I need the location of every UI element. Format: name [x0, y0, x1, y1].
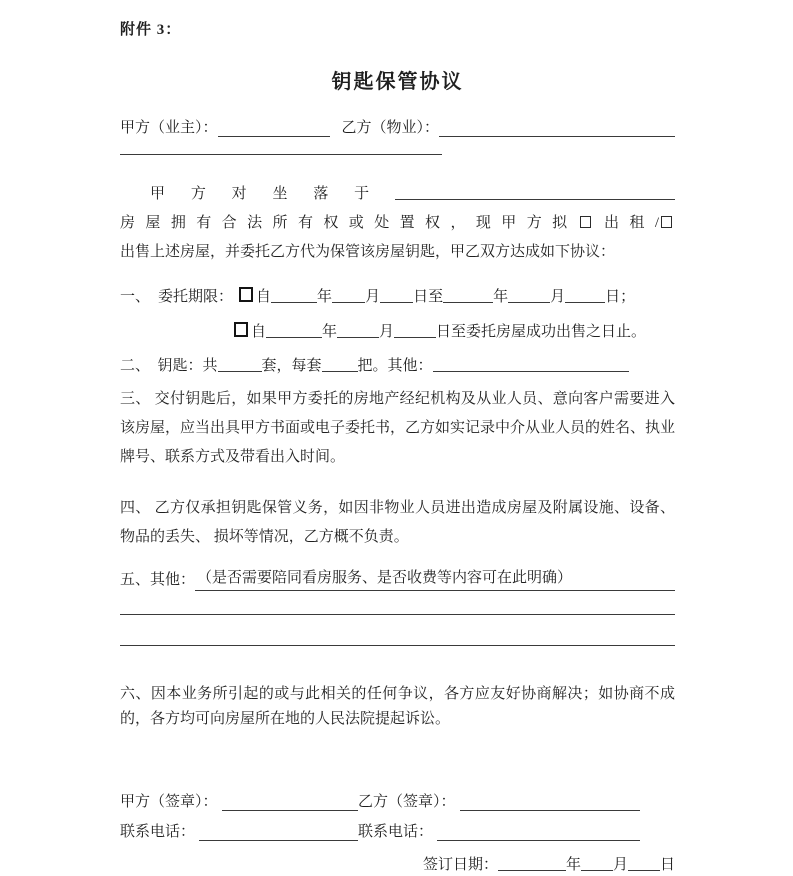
parties-line	[120, 116, 675, 137]
text-segment: 月	[365, 289, 381, 305]
phone-row	[120, 820, 675, 841]
clause-1-option-1	[237, 289, 635, 305]
checkbox-icon[interactable]	[580, 216, 591, 228]
party-b-phone-blank[interactable]	[437, 825, 640, 841]
fill-in-blank[interactable]	[218, 356, 262, 372]
party-a-label: 甲方（业主）：	[120, 120, 218, 136]
checkbox-icon[interactable]	[234, 322, 248, 337]
clause-3-paragraph: 三、 交付钥匙后，如果甲方委托的房地产经纪机构及从业人员、意向客户需要进入该房屋，应当出具甲方书面或电子委托书，乙方如实记录中介从业人员的姓名、执业牌号、联系方式及带看出入时间。	[120, 391, 676, 465]
checkbox-icon[interactable]	[239, 287, 253, 302]
clause-4-paragraph: 四、 乙方仅承担钥匙保管义务，如因非物业人员进出造成房屋及附属设施、设备、物品的丢失、 损坏等情况，乙方概不负责。	[120, 500, 675, 545]
fill-in-blank[interactable]	[498, 855, 566, 871]
clause-5-line	[120, 567, 675, 591]
party-a-phone-label: 联系电话：	[120, 824, 196, 840]
text-segment: 年	[322, 324, 338, 340]
checkbox-icon[interactable]	[661, 216, 672, 228]
attachment-label: 附件 3：	[120, 22, 182, 38]
page-title: 钥匙保管协议	[331, 71, 464, 93]
fill-in-blank[interactable]	[443, 287, 493, 303]
text-segment: 自	[256, 289, 272, 305]
clause-2-line	[120, 352, 675, 381]
party-a-seal-label: 甲方（签章）：	[120, 794, 218, 810]
text-segment: 月	[379, 324, 395, 340]
party-b-seal-label: 乙方（签章）：	[358, 794, 456, 810]
fill-in-blank[interactable]	[508, 287, 550, 303]
clause-6-paragraph: 六、因本业务所引起的或与此相关的任何争议，各方应友好协商解决；如协商不成的，各方均可向房屋所在地的人民法院提起诉讼。	[120, 686, 675, 727]
text-segment: 年	[317, 289, 333, 305]
text-segment: 自	[251, 324, 267, 340]
text-segment: 套，每套	[261, 358, 322, 374]
fill-in-blank[interactable]	[322, 356, 358, 372]
fill-in-blank[interactable]	[266, 322, 322, 338]
fill-in-blank[interactable]	[332, 287, 365, 303]
fill-in-blank[interactable]	[394, 322, 436, 338]
other-terms-blank-line-1[interactable]	[120, 614, 675, 615]
fill-in-blank[interactable]	[581, 855, 613, 871]
other-terms-blank-line-2[interactable]	[120, 645, 675, 646]
text-segment: 出租/	[593, 215, 659, 231]
text-segment: 房屋拥有合法所有权或处置权，现甲方拟	[120, 215, 578, 231]
seal-row	[120, 790, 675, 811]
fill-in-blank[interactable]	[433, 356, 629, 372]
party-a-phone-blank[interactable]	[199, 825, 358, 841]
signing-date-line	[120, 854, 675, 876]
text-segment: 日；	[605, 289, 636, 305]
fill-in-blank[interactable]	[395, 184, 675, 200]
signature-block	[120, 790, 675, 876]
clause-1-option-2-line	[120, 318, 675, 347]
party-b-name-blank-continuation[interactable]	[120, 154, 442, 155]
text-segment: 日至	[413, 289, 444, 305]
intro-paragraph	[120, 180, 675, 267]
text-segment: 出售上述房屋，并委托乙方代为保管该房屋钥匙，甲乙双方达成如下协议：	[120, 244, 616, 260]
text-segment: 年	[493, 289, 509, 305]
clause-1-label: 委托期限：	[158, 289, 234, 305]
text-segment: 日	[659, 857, 675, 873]
clause-5-label: 五、其他：	[120, 572, 196, 588]
fill-in-blank[interactable]	[628, 855, 660, 871]
party-a-seal-blank[interactable]	[222, 795, 358, 811]
text-segment: 把。其他：	[357, 358, 433, 374]
clause-1-number: 一、	[120, 289, 151, 305]
fill-in-blank[interactable]	[380, 287, 413, 303]
text-segment: 签订日期：	[422, 857, 498, 873]
text-segment: 年	[565, 857, 581, 873]
fill-in-blank[interactable]	[565, 287, 605, 303]
party-b-phone-label: 联系电话：	[358, 824, 434, 840]
party-b-name-blank[interactable]	[439, 121, 675, 137]
text-segment: 甲方对坐落于	[150, 186, 395, 202]
clause-5-hint: （是否需要陪同看房服务、是否收费等内容可在此明确）	[195, 567, 574, 591]
text-segment: 月	[612, 857, 628, 873]
party-b-label: 乙方（物业）：	[341, 120, 440, 136]
text-segment: 二、 钥匙：共	[120, 358, 218, 374]
fill-in-blank[interactable]	[337, 322, 379, 338]
text-segment: 日至委托房屋成功出售之日止。	[436, 324, 647, 340]
party-a-name-blank[interactable]	[218, 121, 330, 137]
clause-1-option-1-line	[120, 283, 675, 312]
clause-5-other-blank[interactable]	[574, 575, 675, 591]
text-segment: 月	[550, 289, 566, 305]
fill-in-blank[interactable]	[271, 287, 317, 303]
party-b-seal-blank[interactable]	[460, 795, 640, 811]
